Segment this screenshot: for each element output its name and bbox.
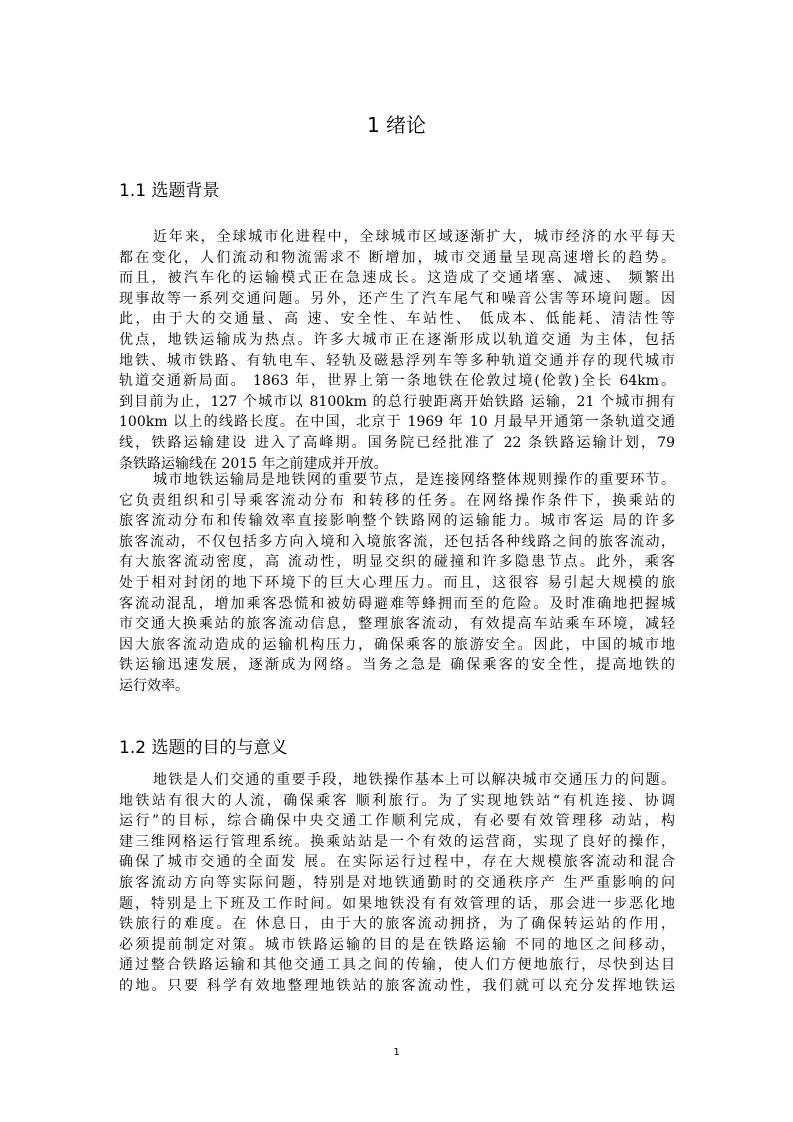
text-line: 旅客流动分布和传输效率直接影响整个铁路网的运输能力。城市客运 局的许多 bbox=[119, 513, 675, 530]
text-line: 近年来，全球城市化进程中，全球城市区域逐渐扩大，城市经济的水平每天 bbox=[153, 229, 675, 245]
paragraph-background-1 bbox=[119, 227, 675, 474]
text-line: 现事故等一系列交通问题。另外，还产生了汽车尾气和噪音公害等环境问题。因 bbox=[119, 290, 675, 307]
text-line: 地铁、城市铁路、有轨电车、轻轨及磁悬浮列车等多种轨道交通并存的现代城市 bbox=[119, 352, 675, 369]
section-heading-background: 1.1 选题背景 bbox=[119, 181, 220, 201]
paragraph-purpose-1 bbox=[119, 770, 675, 997]
text-line: 线，铁路运输建设 进入了高峰期。国务院已经批准了 22 条铁路运输计划，79 bbox=[119, 434, 675, 451]
text-line: 到目前为止，127 个城市以 8100km 的总行驶距离开始铁路 运输，21 个城市拥有 bbox=[119, 393, 675, 410]
text-line: 条铁路运输线在 2015 年之前建成并开放。 bbox=[119, 455, 388, 472]
text-line: 运行”的目标，综合确保中央交通工作顺利完成，有必要有效管理移 动站，构 bbox=[119, 813, 675, 830]
text-line: 铁旅行的难度。在 休息日，由于大的旅客流动拥挤，为了确保转运站的作用， bbox=[119, 916, 675, 933]
text-line: 它负责组织和引导乘客流动分布 和转移的任务。在网络操作条件下，换乘站的 bbox=[119, 492, 675, 509]
text-line: 必须提前制定对策。城市铁路运输的目的是在铁路运输 不同的地区之间移动， bbox=[119, 936, 675, 953]
text-line: 的地。只要 科学有效地整理地铁站的旅客流动性，我们就可以充分发挥地铁运 bbox=[119, 977, 675, 994]
text-line: 客流动混乱，增加乘客恐慌和被妨碍避难等蜂拥而至的危险。及时准确地把握城 bbox=[119, 595, 675, 612]
section-heading-purpose: 1.2 选题的目的与意义 bbox=[119, 738, 288, 758]
text-line: 地铁是人们交通的重要手段，地铁操作基本上可以解决城市交通压力的问题。 bbox=[153, 772, 675, 788]
text-line: 轨道交通新局面。 1863 年，世界上第一条地铁在伦敦过境(伦敦)全长 64km。 bbox=[119, 373, 675, 390]
paragraph-background-2 bbox=[119, 470, 675, 697]
text-line: 建三维网格运行管理系统。换乘站站是一个有效的运营商，实现了良好的操作， bbox=[119, 833, 675, 850]
text-line: 有大旅客流动密度，高 流动性，明显交织的碰撞和许多隐患节点。此外，乘客 bbox=[119, 554, 675, 571]
text-line: 旅客流动方向等实际问题，特别是对地铁通勤时的交通秩序产 生严重影响的问 bbox=[119, 874, 675, 891]
page-number: 1 bbox=[393, 1047, 400, 1058]
text-line: 处于相对封闭的地下环境下的巨大心理压力。而且，这很容 易引起大规模的旅 bbox=[119, 574, 675, 591]
text-line: 城市地铁运输局是地铁网的重要节点，是连接网络整体规则操作的重要环节。 bbox=[153, 472, 675, 488]
text-line: 地铁站有很大的人流，确保乘客 顺利旅行。为了实现地铁站“有机连接、协调 bbox=[119, 792, 675, 809]
text-line: 而且，被汽车化的运输模式正在急速成长。这造成了交通堵塞、减速、 频繁出 bbox=[119, 270, 675, 287]
chapter-title: 1 绪论 bbox=[366, 113, 427, 137]
text-line: 运行效率。 bbox=[119, 677, 189, 694]
text-line: 铁运输迅速发展，逐渐成为网络。当务之急是 确保乘客的安全性，提高地铁的 bbox=[119, 657, 675, 674]
text-line: 旅客流动，不仅包括多方向入境和入境旅客流，还包括各种线路之间的旅客流动， bbox=[119, 533, 675, 550]
text-line: 题，特别是上下班及工作时间。如果地铁没有有效管理的话，那会进一步恶化地 bbox=[119, 895, 675, 912]
text-line: 确保了城市交通的全面发 展。在实际运行过程中，存在大规模旅客流动和混合 bbox=[119, 854, 675, 871]
text-line: 此，由于大的交通量、高 速、安全性、车站性、 低成本、低能耗、清洁性等 bbox=[119, 311, 675, 328]
text-line: 100km 以上的线路长度。在中国，北京于 1969 年 10 月最早开通第一条轨道交通 bbox=[119, 414, 675, 431]
text-line: 优点，地铁运输成为热点。许多大城市正在逐渐形成以轨道交通 为主体，包括 bbox=[119, 331, 675, 348]
text-line: 市交通大换乘站的旅客流动信息，整理旅客流动，有效提高车站乘车环境，减轻 bbox=[119, 616, 675, 633]
text-line: 因大旅客流动造成的运输机构压力，确保乘客的旅游安全。因此，中国的城市地 bbox=[119, 636, 675, 653]
text-line: 都在变化，人们流动和物流需求不 断增加，城市交通量呈现高速增长的趋势。 bbox=[119, 249, 675, 266]
text-line: 通过整合铁路运输和其他交通工具之间的传输，使人们方便地旅行，尽快到达目 bbox=[119, 957, 675, 974]
